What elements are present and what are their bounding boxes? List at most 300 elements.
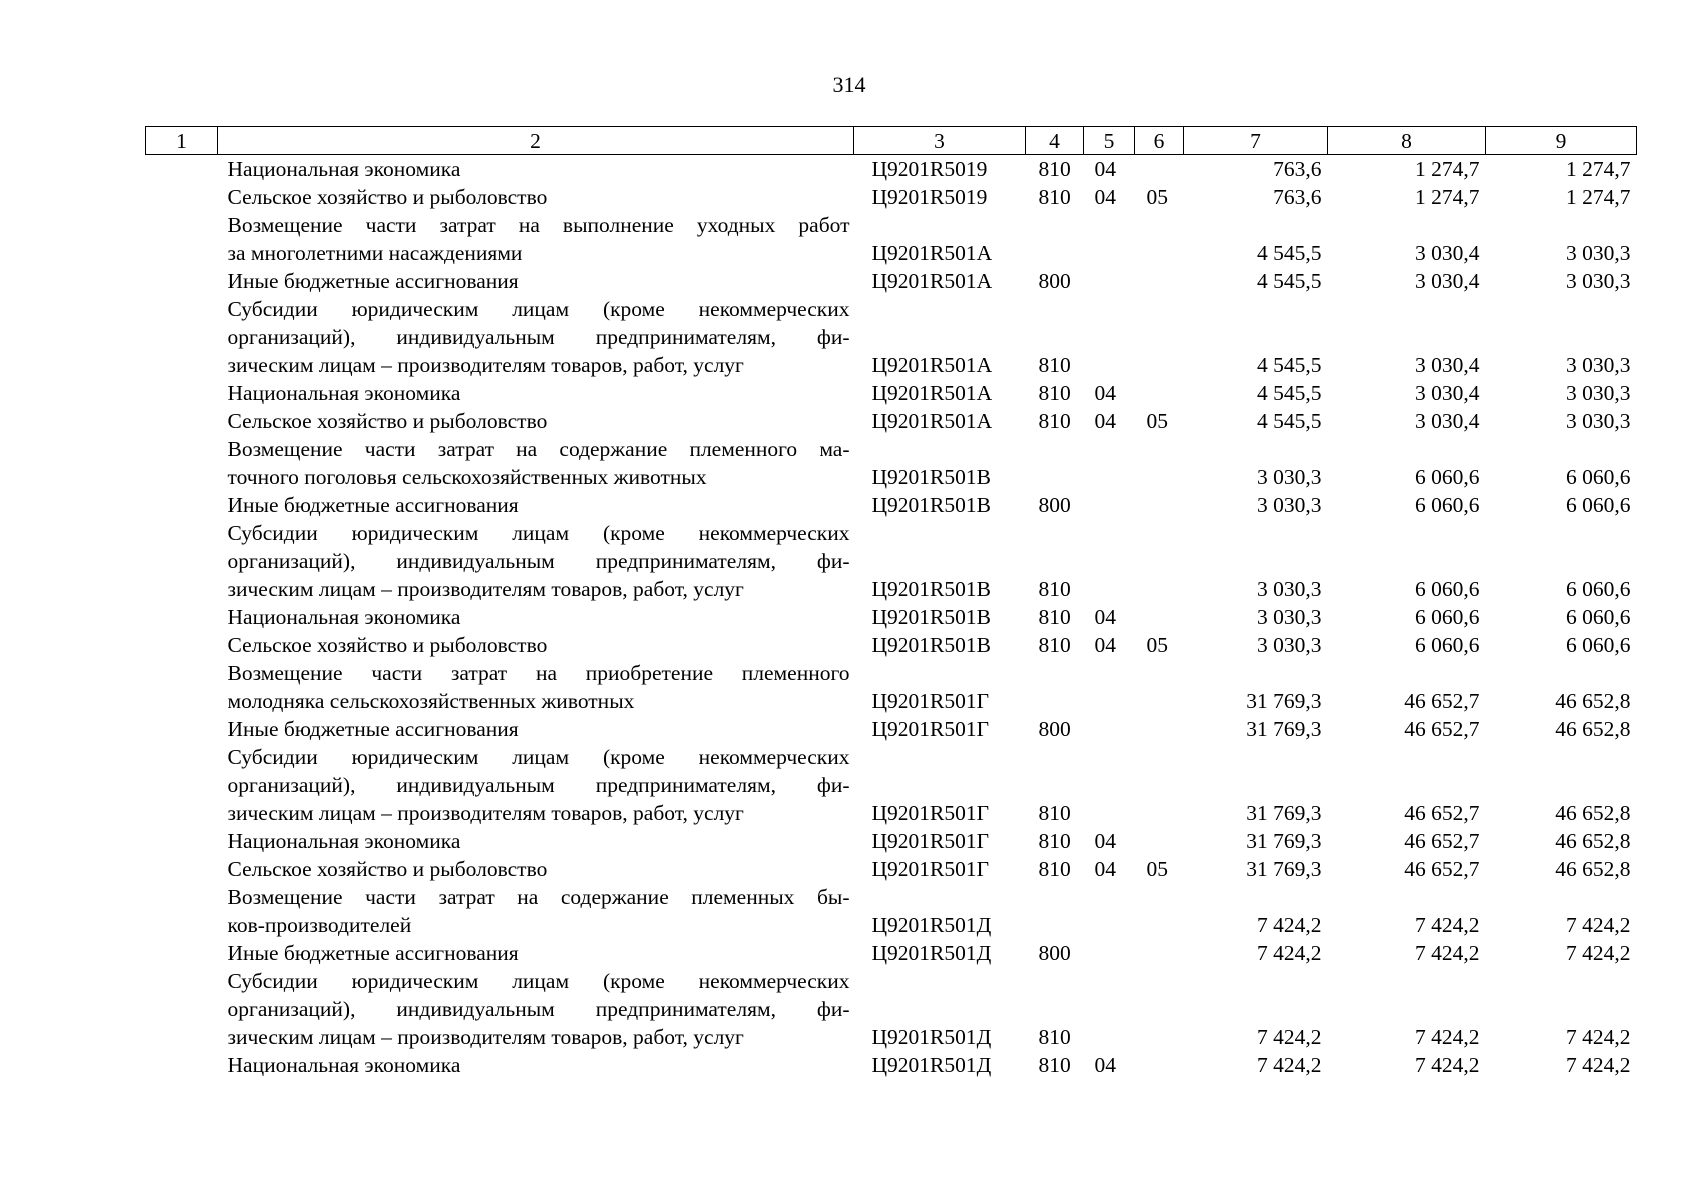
empty-cell [1328, 547, 1486, 575]
table-body [146, 155, 1637, 1080]
item-name-cell: Национальная экономика [227, 605, 461, 629]
row-number-cell [146, 883, 218, 911]
col7-amount-cell: 4 545,5 [1257, 269, 1322, 293]
empty-cell [1135, 771, 1184, 799]
target-code-cell: Ц9201R5019 [871, 185, 988, 209]
col9-amount-cell: 3 030,3 [1566, 409, 1631, 433]
row-number-cell [146, 351, 218, 379]
col7-amount-cell: 7 424,2 [1257, 1053, 1322, 1077]
target-code-cell: Ц9201R5019 [871, 157, 988, 181]
item-name-cell: организаций), индивидуальным предпринимателям, фи- [227, 549, 850, 573]
item-name-cell: Возмещение части затрат на выполнение уходных работ [227, 213, 850, 237]
column-number: 1 [146, 127, 218, 155]
table-row [146, 379, 1637, 407]
row-number-cell [146, 743, 218, 771]
empty-cell [1084, 435, 1135, 463]
col4-cell: 810 [1038, 857, 1071, 881]
col4-cell: 810 [1038, 577, 1071, 601]
item-name-cell: Сельское хозяйство и рыболовство [227, 185, 548, 209]
col8-amount-cell: 46 652,7 [1404, 801, 1480, 825]
target-code-cell: Ц9201R501А [871, 409, 993, 433]
empty-cell [1026, 323, 1084, 351]
col5-cell [1084, 575, 1135, 603]
col6-cell [1135, 827, 1184, 855]
col9-amount-cell: 6 060,6 [1566, 577, 1631, 601]
target-code-cell: Ц9201R501А [871, 381, 993, 405]
col5-cell [1084, 911, 1135, 939]
col8-amount-cell: 3 030,4 [1415, 353, 1480, 377]
item-name-cell: Национальная экономика [227, 1053, 461, 1077]
empty-cell [854, 659, 1026, 687]
empty-cell [1486, 295, 1637, 323]
column-number: 5 [1084, 127, 1135, 155]
col9-amount-cell: 6 060,6 [1566, 493, 1631, 517]
empty-cell [1026, 967, 1084, 995]
empty-cell [854, 771, 1026, 799]
col5-cell [1084, 799, 1135, 827]
col6-cell [1135, 575, 1184, 603]
column-number: 9 [1486, 127, 1637, 155]
col9-amount-cell: 1 274,7 [1566, 185, 1631, 209]
col6-cell [1135, 603, 1184, 631]
col6-cell [1135, 799, 1184, 827]
col8-amount-cell: 6 060,6 [1415, 493, 1480, 517]
item-name-cell: Сельское хозяйство и рыболовство [227, 409, 548, 433]
item-name-cell: организаций), индивидуальным предпринимателям, фи- [227, 997, 850, 1021]
col6-cell [1135, 351, 1184, 379]
empty-cell [1328, 211, 1486, 239]
empty-cell [1084, 519, 1135, 547]
col9-amount-cell: 7 424,2 [1566, 941, 1631, 965]
col9-amount-cell: 3 030,3 [1566, 241, 1631, 265]
col8-amount-cell: 3 030,4 [1415, 269, 1480, 293]
col4-cell: 810 [1038, 1025, 1071, 1049]
target-code-cell: Ц9201R501Г [871, 689, 990, 713]
item-name-cell: Субсидии юридическим лицам (кроме некоммерческих [227, 297, 850, 321]
col5-cell [1084, 491, 1135, 519]
item-name-cell: Иные бюджетные ассигнования [227, 269, 519, 293]
col7-amount-cell: 3 030,3 [1257, 577, 1322, 601]
budget-table [145, 126, 1637, 1079]
row-number-cell [146, 855, 218, 883]
item-name-cell: зическим лицам – производителям товаров, работ, услуг [227, 577, 744, 601]
col5-cell: 04 [1094, 633, 1116, 657]
row-number-cell [146, 183, 218, 211]
col5-cell: 04 [1094, 409, 1116, 433]
empty-cell [854, 547, 1026, 575]
col7-amount-cell: 4 545,5 [1257, 241, 1322, 265]
column-number: 8 [1328, 127, 1486, 155]
empty-cell [1184, 435, 1328, 463]
table-row [146, 799, 1637, 827]
col5-cell [1084, 939, 1135, 967]
empty-cell [854, 295, 1026, 323]
table-row [146, 995, 1637, 1023]
empty-cell [1328, 967, 1486, 995]
empty-cell [854, 967, 1026, 995]
row-number-cell [146, 435, 218, 463]
col8-amount-cell: 46 652,7 [1404, 717, 1480, 741]
column-number: 4 [1026, 127, 1084, 155]
col9-amount-cell: 1 274,7 [1566, 157, 1631, 181]
col4-cell: 810 [1038, 605, 1071, 629]
empty-cell [1135, 295, 1184, 323]
row-number-cell [146, 155, 218, 184]
empty-cell [1184, 659, 1328, 687]
empty-cell [1026, 883, 1084, 911]
col6-cell [1135, 155, 1184, 184]
row-number-cell [146, 659, 218, 687]
col4-cell: 800 [1038, 269, 1071, 293]
col4-cell: 810 [1038, 1053, 1071, 1077]
col4-cell: 810 [1038, 829, 1071, 853]
table-row [146, 967, 1637, 995]
table-row [146, 827, 1637, 855]
empty-cell [1486, 519, 1637, 547]
col4-cell [1026, 239, 1084, 267]
target-code-cell: Ц9201R501Д [871, 941, 992, 965]
empty-cell [1328, 519, 1486, 547]
col4-cell [1026, 687, 1084, 715]
target-code-cell: Ц9201R501Г [871, 829, 990, 853]
col6-cell [1135, 687, 1184, 715]
row-number-cell [146, 687, 218, 715]
empty-cell [854, 519, 1026, 547]
col5-cell: 04 [1094, 829, 1116, 853]
col5-cell: 04 [1094, 857, 1116, 881]
col5-cell: 04 [1094, 157, 1116, 181]
target-code-cell: Ц9201R501Д [871, 913, 992, 937]
row-number-cell [146, 911, 218, 939]
table-row [146, 771, 1637, 799]
col8-amount-cell: 46 652,7 [1404, 829, 1480, 853]
page-number: 314 [832, 72, 866, 97]
col4-cell: 810 [1038, 633, 1071, 657]
empty-cell [854, 323, 1026, 351]
empty-cell [854, 435, 1026, 463]
empty-cell [1184, 547, 1328, 575]
table-row [146, 323, 1637, 351]
empty-cell [1486, 995, 1637, 1023]
table-row [146, 1051, 1637, 1079]
empty-cell [1328, 295, 1486, 323]
item-name-cell: молодняка сельскохозяйственных животных [227, 689, 635, 713]
col7-amount-cell: 31 769,3 [1246, 829, 1322, 853]
row-number-cell [146, 771, 218, 799]
row-number-cell [146, 407, 218, 435]
col7-amount-cell: 3 030,3 [1257, 465, 1322, 489]
empty-cell [1486, 435, 1637, 463]
col6-cell: 05 [1146, 633, 1168, 657]
table-row [146, 463, 1637, 491]
empty-cell [1026, 295, 1084, 323]
empty-cell [1328, 995, 1486, 1023]
item-name-cell: Национальная экономика [227, 381, 461, 405]
col5-cell: 04 [1094, 381, 1116, 405]
item-name-cell: зическим лицам – производителям товаров, работ, услуг [227, 1025, 744, 1049]
empty-cell [1084, 743, 1135, 771]
col9-amount-cell: 6 060,6 [1566, 633, 1631, 657]
empty-cell [1486, 967, 1637, 995]
col7-amount-cell: 3 030,3 [1257, 605, 1322, 629]
col6-cell [1135, 267, 1184, 295]
col5-cell: 04 [1094, 605, 1116, 629]
item-name-cell: Сельское хозяйство и рыболовство [227, 857, 548, 881]
col6-cell: 05 [1146, 857, 1168, 881]
column-number: 2 [218, 127, 854, 155]
col6-cell [1135, 239, 1184, 267]
row-number-cell [146, 1023, 218, 1051]
col4-cell: 800 [1038, 941, 1071, 965]
empty-cell [1184, 967, 1328, 995]
row-number-cell [146, 1051, 218, 1079]
empty-cell [1135, 967, 1184, 995]
col8-amount-cell: 1 274,7 [1415, 157, 1480, 181]
target-code-cell: Ц9201R501В [871, 465, 991, 489]
col8-amount-cell: 6 060,6 [1415, 465, 1480, 489]
empty-cell [1026, 659, 1084, 687]
col9-amount-cell: 46 652,8 [1555, 801, 1631, 825]
col6-cell: 05 [1146, 409, 1168, 433]
col7-amount-cell: 4 545,5 [1257, 409, 1322, 433]
empty-cell [1328, 659, 1486, 687]
col7-amount-cell: 3 030,3 [1257, 633, 1322, 657]
empty-cell [1135, 743, 1184, 771]
col8-amount-cell: 6 060,6 [1415, 605, 1480, 629]
empty-cell [1486, 659, 1637, 687]
row-number-cell [146, 463, 218, 491]
empty-cell [1084, 771, 1135, 799]
col7-amount-cell: 7 424,2 [1257, 1025, 1322, 1049]
table-row [146, 351, 1637, 379]
empty-cell [854, 995, 1026, 1023]
empty-cell [1328, 771, 1486, 799]
row-number-cell [146, 239, 218, 267]
empty-cell [1486, 547, 1637, 575]
empty-cell [1084, 295, 1135, 323]
table-row [146, 211, 1637, 239]
row-number-cell [146, 827, 218, 855]
row-number-cell [146, 575, 218, 603]
item-name-cell: Субсидии юридическим лицам (кроме некоммерческих [227, 521, 850, 545]
col7-amount-cell: 7 424,2 [1257, 913, 1322, 937]
empty-cell [1184, 771, 1328, 799]
target-code-cell: Ц9201R501В [871, 577, 991, 601]
col4-cell: 810 [1038, 381, 1071, 405]
target-code-cell: Ц9201R501Д [871, 1025, 992, 1049]
empty-cell [1184, 743, 1328, 771]
col6-cell [1135, 463, 1184, 491]
target-code-cell: Ц9201R501А [871, 353, 993, 377]
col7-amount-cell: 763,6 [1273, 157, 1322, 181]
item-name-cell: ков-производителей [227, 913, 412, 937]
row-number-cell [146, 939, 218, 967]
col9-amount-cell: 3 030,3 [1566, 381, 1631, 405]
col5-cell: 04 [1094, 185, 1116, 209]
empty-cell [1486, 743, 1637, 771]
col5-cell [1084, 351, 1135, 379]
empty-cell [1026, 995, 1084, 1023]
col8-amount-cell: 7 424,2 [1415, 913, 1480, 937]
table-row [146, 407, 1637, 435]
row-number-cell [146, 603, 218, 631]
col9-amount-cell: 46 652,8 [1555, 717, 1631, 741]
empty-cell [1084, 547, 1135, 575]
empty-cell [1026, 519, 1084, 547]
col6-cell [1135, 491, 1184, 519]
table-row [146, 239, 1637, 267]
row-number-cell [146, 211, 218, 239]
table-row [146, 911, 1637, 939]
empty-cell [1328, 435, 1486, 463]
col4-cell: 810 [1038, 409, 1071, 433]
empty-cell [1328, 883, 1486, 911]
item-name-cell: зическим лицам – производителям товаров, работ, услуг [227, 353, 744, 377]
col9-amount-cell: 3 030,3 [1566, 353, 1631, 377]
col8-amount-cell: 3 030,4 [1415, 381, 1480, 405]
empty-cell [1184, 295, 1328, 323]
table-row [146, 883, 1637, 911]
col4-cell [1026, 463, 1084, 491]
col4-cell: 810 [1038, 801, 1071, 825]
empty-cell [1026, 743, 1084, 771]
target-code-cell: Ц9201R501Г [871, 717, 990, 741]
col8-amount-cell: 7 424,2 [1415, 941, 1480, 965]
target-code-cell: Ц9201R501В [871, 633, 991, 657]
empty-cell [1026, 211, 1084, 239]
item-name-cell: зическим лицам – производителям товаров, работ, услуг [227, 801, 744, 825]
table-row [146, 687, 1637, 715]
item-name-cell: Иные бюджетные ассигнования [227, 493, 519, 517]
col9-amount-cell: 46 652,8 [1555, 689, 1631, 713]
col7-amount-cell: 31 769,3 [1246, 717, 1322, 741]
col8-amount-cell: 6 060,6 [1415, 577, 1480, 601]
empty-cell [1084, 211, 1135, 239]
target-code-cell: Ц9201R501В [871, 605, 991, 629]
col9-amount-cell: 3 030,3 [1566, 269, 1631, 293]
empty-cell [1026, 435, 1084, 463]
row-number-cell [146, 267, 218, 295]
col5-cell [1084, 687, 1135, 715]
empty-cell [1135, 519, 1184, 547]
empty-cell [1135, 323, 1184, 351]
col9-amount-cell: 7 424,2 [1566, 1025, 1631, 1049]
table-row [146, 435, 1637, 463]
target-code-cell: Ц9201R501В [871, 493, 991, 517]
item-name-cell: Субсидии юридическим лицам (кроме некоммерческих [227, 969, 850, 993]
item-name-cell: Возмещение части затрат на приобретение племенного [227, 661, 850, 685]
row-number-cell [146, 519, 218, 547]
table-row [146, 547, 1637, 575]
target-code-cell: Ц9201R501А [871, 269, 993, 293]
table-row [146, 939, 1637, 967]
table-row [146, 715, 1637, 743]
empty-cell [1486, 883, 1637, 911]
col7-amount-cell: 4 545,5 [1257, 353, 1322, 377]
col8-amount-cell: 46 652,7 [1404, 857, 1480, 881]
col6-cell [1135, 939, 1184, 967]
col5-cell [1084, 715, 1135, 743]
col6-cell [1135, 379, 1184, 407]
col5-cell [1084, 239, 1135, 267]
table-row [146, 295, 1637, 323]
empty-cell [1135, 435, 1184, 463]
col7-amount-cell: 4 545,5 [1257, 381, 1322, 405]
item-name-cell: Иные бюджетные ассигнования [227, 941, 519, 965]
item-name-cell: Национальная экономика [227, 829, 461, 853]
col9-amount-cell: 7 424,2 [1566, 913, 1631, 937]
empty-cell [1135, 547, 1184, 575]
empty-cell [1328, 323, 1486, 351]
col6-cell: 05 [1146, 185, 1168, 209]
empty-cell [1184, 995, 1328, 1023]
row-number-cell [146, 631, 218, 659]
col7-amount-cell: 31 769,3 [1246, 857, 1322, 881]
row-number-cell [146, 547, 218, 575]
empty-cell [1184, 883, 1328, 911]
empty-cell [1026, 547, 1084, 575]
col8-amount-cell: 1 274,7 [1415, 185, 1480, 209]
table-row [146, 1023, 1637, 1051]
table-row [146, 631, 1637, 659]
table-row [146, 575, 1637, 603]
col8-amount-cell: 7 424,2 [1415, 1053, 1480, 1077]
empty-cell [1486, 211, 1637, 239]
col4-cell [1026, 911, 1084, 939]
col4-cell: 800 [1038, 717, 1071, 741]
col9-amount-cell: 7 424,2 [1566, 1053, 1631, 1077]
table-row [146, 603, 1637, 631]
col5-cell: 04 [1094, 1053, 1116, 1077]
empty-cell [1184, 323, 1328, 351]
row-number-cell [146, 799, 218, 827]
col7-amount-cell: 763,6 [1273, 185, 1322, 209]
col6-cell [1135, 911, 1184, 939]
row-number-cell [146, 995, 218, 1023]
empty-cell [1084, 883, 1135, 911]
table-row [146, 519, 1637, 547]
col4-cell: 800 [1038, 493, 1071, 517]
empty-cell [1084, 323, 1135, 351]
target-code-cell: Ц9201R501Г [871, 857, 990, 881]
empty-cell [1328, 743, 1486, 771]
empty-cell [1135, 211, 1184, 239]
empty-cell [1486, 771, 1637, 799]
item-name-cell: Возмещение части затрат на содержание племенных бы- [227, 885, 850, 909]
item-name-cell: организаций), индивидуальным предпринимателям, фи- [227, 325, 850, 349]
col9-amount-cell: 46 652,8 [1555, 829, 1631, 853]
empty-cell [1084, 659, 1135, 687]
row-number-cell [146, 491, 218, 519]
row-number-cell [146, 715, 218, 743]
col8-amount-cell: 46 652,7 [1404, 689, 1480, 713]
item-name-cell: за многолетними насаждениями [227, 241, 523, 265]
empty-cell [1084, 995, 1135, 1023]
item-name-cell: Иные бюджетные ассигнования [227, 717, 519, 741]
column-number: 6 [1135, 127, 1184, 155]
table-row [146, 743, 1637, 771]
col9-amount-cell: 46 652,8 [1555, 857, 1631, 881]
empty-cell [1184, 211, 1328, 239]
col4-cell: 810 [1038, 157, 1071, 181]
col5-cell [1084, 463, 1135, 491]
empty-cell [854, 211, 1026, 239]
row-number-cell [146, 379, 218, 407]
item-name-cell: Национальная экономика [227, 157, 461, 181]
col5-cell [1084, 267, 1135, 295]
empty-cell [1135, 659, 1184, 687]
col8-amount-cell: 6 060,6 [1415, 633, 1480, 657]
